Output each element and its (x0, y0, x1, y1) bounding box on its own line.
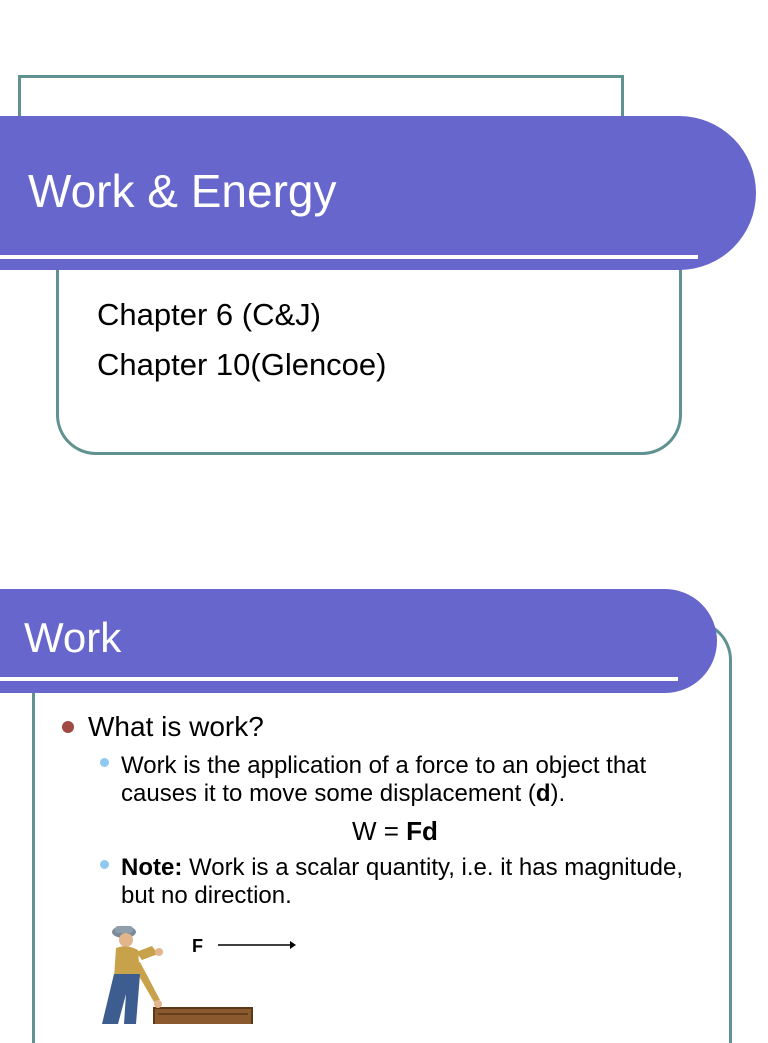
slide-1-title-band (0, 116, 756, 270)
sub-bullet-dot (100, 860, 109, 869)
force-label: F (192, 936, 203, 956)
work-formula (352, 816, 438, 847)
note-text: Work is a scalar quantity, i.e. it has magnitude, but no direction. (121, 854, 683, 909)
sub-bullet-text (121, 854, 701, 910)
formula-rhs: Fd (406, 816, 438, 846)
subtitle-line-1: Chapter 6 (C&J) (97, 297, 321, 332)
bullet-text: What is work? (88, 711, 264, 742)
note-label: Note: (121, 854, 183, 881)
slide-2-title: Work (24, 614, 122, 661)
definition-text: Work is the application of a force to an object that causes it to move some displacement ( (121, 752, 647, 807)
slide-1 (0, 0, 768, 500)
slide-1-title: Work & Energy (28, 165, 337, 217)
bullet-dot (62, 721, 74, 733)
title-rule (0, 677, 678, 681)
slide-2 (0, 560, 768, 1024)
sub-bullet-dot (100, 758, 109, 767)
slide-2-title-band (0, 589, 717, 693)
displacement-symbol: d (535, 780, 551, 807)
sub-bullet-text (121, 752, 701, 808)
title-rule (0, 255, 698, 259)
subtitle-line-2: Chapter 10(Glencoe) (97, 347, 387, 382)
formula-lhs: W = (352, 816, 407, 846)
force-arrow-icon (216, 938, 298, 952)
definition-end: ). (550, 780, 566, 807)
